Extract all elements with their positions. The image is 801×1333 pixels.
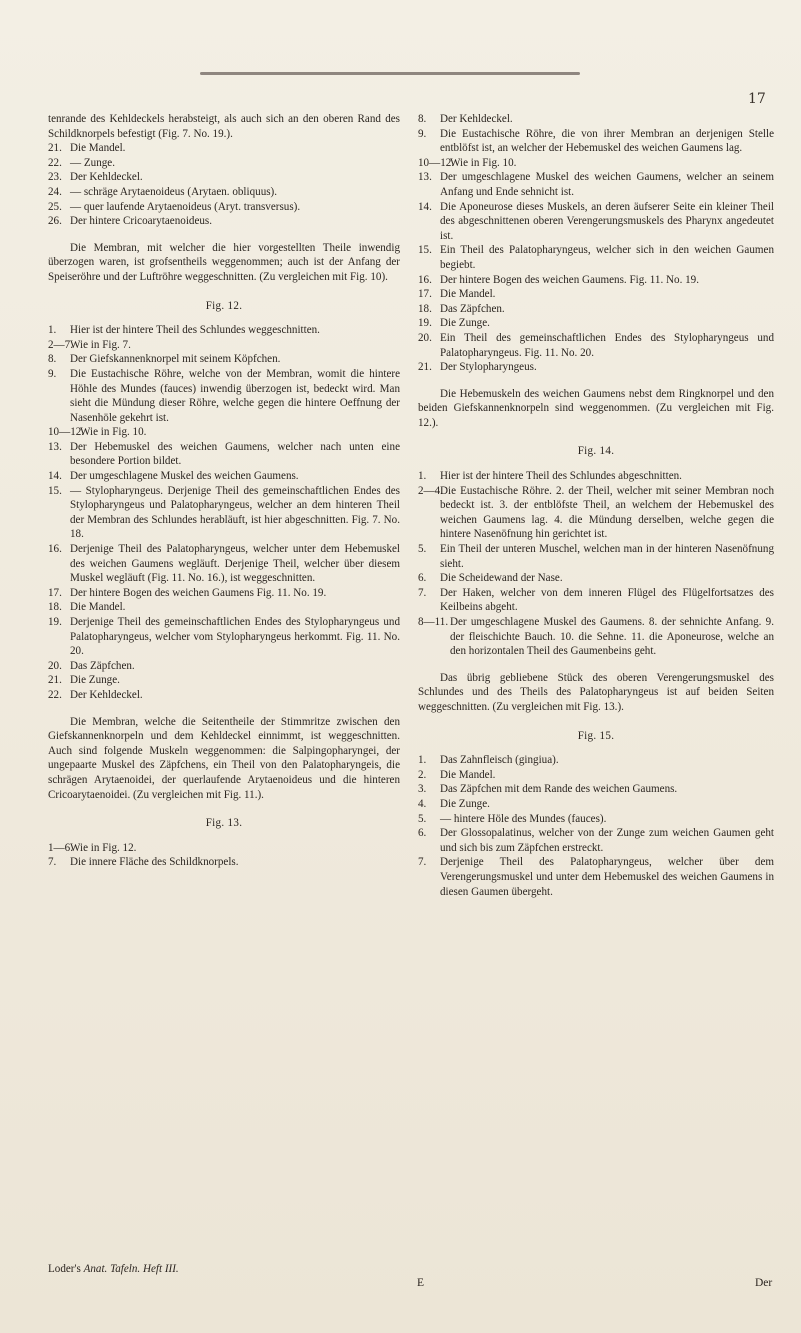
entry-number: 16. <box>418 273 432 286</box>
entry-text: Hier ist der hintere Theil des Schlundes abgeschnitten. <box>440 470 682 483</box>
entry-number: 7. <box>48 856 57 869</box>
entry-text: Ein Theil der unteren Muschel, welchen man in der hinteren Nasenöfnung sieht. <box>440 543 774 570</box>
entry-number: 4. <box>418 797 427 810</box>
numbered-entry <box>48 586 400 601</box>
numbered-entry <box>48 338 400 353</box>
catchword: Der <box>755 1277 773 1289</box>
entry-text: Ein Theil des Palatopharyngeus, welcher sich in den weichen Gaumen begiebt. <box>440 244 774 271</box>
entry-number: 2—4. <box>418 484 443 497</box>
entry-number: 6. <box>418 572 427 585</box>
entry-text: Die Mandel. <box>440 288 496 301</box>
entry-number: 18. <box>418 302 432 315</box>
numbered-entry <box>48 367 400 425</box>
entry-text: — quer laufende Arytaenoideus (Aryt. transversus). <box>70 200 301 213</box>
entry-text: Wie in Fig. 10. <box>450 156 517 169</box>
entry-number: 15. <box>48 484 62 497</box>
numbered-entry <box>418 768 774 783</box>
numbered-entry <box>418 302 774 317</box>
entry-text: Die Zunge. <box>440 797 490 810</box>
numbered-entry <box>418 127 774 156</box>
entry-text: Die Mandel. <box>70 601 126 614</box>
entry-number: 9. <box>48 367 57 380</box>
numbered-entry <box>418 360 774 375</box>
entry-number: 22. <box>48 688 62 701</box>
entry-text: Der umgeschlagene Muskel des weichen Gaumens. <box>70 470 299 483</box>
numbered-entry <box>48 440 400 469</box>
entry-text: Das Zahnfleisch (gingiua). <box>440 754 559 767</box>
signature-mark: E <box>417 1277 425 1289</box>
entry-number: 7. <box>418 586 427 599</box>
entry-text: Das Zäpfchen. <box>440 302 505 315</box>
entry-number: 20. <box>48 659 62 672</box>
entry-text: Wie in Fig. 7. <box>70 338 131 351</box>
numbered-entry <box>418 469 774 484</box>
figure-heading: Fig. 14. <box>577 445 615 458</box>
numbered-entry <box>48 214 400 229</box>
entry-text: Der Kehldeckel. <box>440 113 513 125</box>
numbered-entry <box>418 826 774 855</box>
entry-number: 17. <box>48 586 62 599</box>
entry-text: Die innere Fläche des Schildknorpels. <box>70 856 239 869</box>
numbered-entry <box>418 797 774 812</box>
numbered-entry <box>418 615 774 659</box>
entry-number: 19. <box>418 317 432 330</box>
numbered-entry <box>418 571 774 586</box>
entry-number: 21. <box>48 674 62 687</box>
numbered-entry <box>48 141 400 156</box>
footer-citation <box>48 1263 179 1275</box>
entry-text: — Zunge. <box>70 156 115 169</box>
entry-number: 2—7. <box>48 338 73 351</box>
numbered-entry <box>418 287 774 302</box>
entry-text: Die Scheidewand der Nase. <box>440 572 563 585</box>
numbered-entry <box>48 659 400 674</box>
entry-text: Hier ist der hintere Theil des Schlundes weggeschnitten. <box>70 324 320 337</box>
footer-title: Anat. Tafeln. Heft III. <box>83 1263 179 1275</box>
entry-number: 13. <box>418 171 432 184</box>
entry-text: Der Giefskannenknorpel mit seinem Köpfchen. <box>70 353 281 366</box>
numbered-entry <box>48 615 400 659</box>
numbered-entry <box>48 469 400 484</box>
numbered-entry <box>418 331 774 360</box>
entry-text: Derjenige Theil des gemeinschaftlichen Endes des Stylopharyngeus und Palatopharyngeus, welcher vom Stylopharyngeus herkommt. Fig. 11. No. 20. <box>70 616 400 658</box>
entry-number: 8—11. <box>418 616 449 628</box>
entry-text: Der hintere Bogen des weichen Gaumens. Fig. 11. No. 19. <box>440 273 700 286</box>
entry-number: 7. <box>418 856 427 869</box>
numbered-entry <box>418 484 774 542</box>
figure-heading: Fig. 15. <box>577 729 615 742</box>
numbered-entry <box>48 600 400 615</box>
footer-author: Loder's <box>48 1263 81 1275</box>
numbered-entry <box>48 323 400 338</box>
numbered-entry <box>418 243 774 272</box>
entry-number: 1. <box>418 470 427 483</box>
numbered-entry <box>418 782 774 797</box>
entry-text: Der Kehldeckel. <box>70 688 143 701</box>
entry-text: Das Zäpfchen mit dem Rande des weichen Gaumens. <box>440 783 678 796</box>
numbered-entry <box>418 112 774 127</box>
entry-number: 13. <box>48 440 62 453</box>
left-text-column <box>48 112 400 870</box>
entry-number: 10—12. <box>418 156 455 169</box>
paragraph: Die Membran, mit welcher die hier vorgestellten Theile inwendig überzogen waren, ist grofsentheils weggenommen; auch ist der Anfang der Speiseröhre und der Luftröhre weggeschnitten. (Zu vergleichen mit Fig. 10). <box>48 241 400 283</box>
entry-number: 20. <box>418 331 432 344</box>
numbered-entry <box>48 185 400 200</box>
right-text-column <box>418 112 774 899</box>
entry-text: Die Mandel. <box>440 768 496 781</box>
entry-number: 5. <box>418 543 427 556</box>
entry-text: Der Kehldeckel. <box>70 171 143 184</box>
numbered-entry <box>48 542 400 586</box>
numbered-entry <box>418 316 774 331</box>
entry-number: 8. <box>48 353 57 366</box>
numbered-entry <box>48 352 400 367</box>
continued-text: tenrande des Kehldeckels herabsteigt, als auch sich an den oberen Rand des Schildknorpels befestigt (Fig. 7. No. 19.). <box>48 113 400 140</box>
numbered-entry <box>48 170 400 185</box>
entry-text: Die Eustachische Röhre, welche von der Membran, womit die hintere Höhle des Mundes (fauces) inwendig überzogen ist, bedeckt wird. Man sieht die Mündung dieser Röhre, welche gegen die hintere Oeffnung der Nasenhöle gekehrt ist. <box>70 367 400 424</box>
entry-text: — hintere Höle des Mundes (fauces). <box>440 812 607 825</box>
entry-number: 8. <box>418 113 427 125</box>
entry-text: Der umgeschlagene Muskel des weichen Gaumens, welcher an seinem Anfang und Ende sehnicht ist. <box>440 171 774 198</box>
numbered-entry <box>48 673 400 688</box>
entry-number: 21. <box>418 361 432 374</box>
entry-text: Der hintere Bogen des weichen Gaumens Fig. 11. No. 19. <box>70 586 327 599</box>
numbered-entry <box>48 200 400 215</box>
entry-text: Das Zäpfchen. <box>70 659 135 672</box>
entry-number: 5. <box>418 812 427 825</box>
numbered-entry <box>418 273 774 288</box>
entry-number: 1. <box>48 324 57 337</box>
entry-number: 10—12. <box>48 426 85 439</box>
entry-text: Derjenige Theil des Palatopharyngeus, welcher unter dem Hebemuskel des weichen Gaumens wegläuft. Derjenige Theil, welcher über diesem Muskel wegläuft (Fig. 11. No. 16.), ist weggeschnitten. <box>70 543 400 585</box>
entry-text: — Stylopharyngeus. Derjenige Theil des gemeinschaftlichen Endes des Stylopharyngeus und Palatopharyngeus, welcher an dem hinteren Theil der Membran des Schlundes herabläuft, ist hier abgeschnitten. Fig. 7. No. 18. <box>70 484 400 541</box>
entry-text: Ein Theil des gemeinschaftlichen Endes des Stylopharyngeus und Palatopharyngeus. Fig. 11. No. 20. <box>440 331 774 359</box>
numbered-entry <box>418 170 774 199</box>
page-number: 17 <box>748 91 766 107</box>
numbered-entry <box>48 156 400 171</box>
entry-number: 1. <box>418 754 427 767</box>
entry-text: Die Eustachische Röhre, die von ihrer Membran an derjenigen Stelle entblöfst ist, an welcher der Hebemuskel des weichen Gaumens lag. <box>440 127 774 155</box>
entry-number: 18. <box>48 601 62 614</box>
numbered-entry <box>48 425 400 440</box>
entry-number: 26. <box>48 215 62 228</box>
entry-text: Die Mandel. <box>70 142 126 155</box>
numbered-entry <box>48 855 400 870</box>
entry-number: 24. <box>48 185 62 198</box>
entry-text: Der umgeschlagene Muskel des Gaumens. 8. der sehnichte Anfang. 9. der fleischichte Bauch. 10. die Sehne. 11. die Aponeurose, welche an den horizontalen Theil des Gaumenbeins geht. <box>450 616 774 658</box>
paragraph: Das übrig gebliebene Stück des oberen Verengerungsmuskel des Schlundes und des Theils des Palatopharyngeus ist auf beiden Seiten weggeschnitten. (Zu vergleichen mit Fig. 13.). <box>418 671 774 713</box>
entry-number: 23. <box>48 171 62 184</box>
numbered-entry <box>48 484 400 542</box>
numbered-entry <box>418 156 774 171</box>
entry-text: Wie in Fig. 12. <box>70 841 137 854</box>
entry-text: Der Hebemuskel des weichen Gaumens, welcher nach unten eine besondere Portion bildet. <box>70 440 400 468</box>
entry-number: 14. <box>48 470 62 483</box>
entry-number: 17. <box>418 288 432 301</box>
entry-number: 19. <box>48 616 62 628</box>
figure-heading: Fig. 12. <box>205 299 243 312</box>
paragraph: Die Hebemuskeln des weichen Gaumens nebst dem Ringknorpel und den beiden Giefskannenknorpeln sind weggenommen. (Zu vergleichen mit Fig. 12.). <box>418 387 774 429</box>
entry-text: Der Haken, welcher von dem inneren Flügel des Flügelfortsatzes des Keilbeins abgeht. <box>440 586 774 614</box>
numbered-entry <box>418 812 774 827</box>
numbered-entry <box>48 688 400 703</box>
entry-text: Der hintere Cricoarytaenoideus. <box>70 215 213 228</box>
entry-text: — schräge Arytaenoideus (Arytaen. obliquus). <box>70 185 278 198</box>
paragraph: Die Membran, welche die Seitentheile der Stimmritze zwischen den Giefskannenknorpeln und dem Kehldeckel einnimmt, ist weggeschnitten. Auch sind folgende Muskeln weggenommen: die Salpingopharyngei, der ungepaarte Muskel des Zäpfchens, ein Theil von den Palatopharyngeis, die schrägen Arytaenoidei, der querlaufende Arytaenoideus und die hinteren Cricoarytaenoidei. (Zu vergleichen mit Fig. 11.). <box>48 715 400 801</box>
entry-number: 14. <box>418 200 432 213</box>
entry-number: 9. <box>418 127 427 140</box>
numbered-entry <box>418 855 774 899</box>
numbered-entry <box>418 542 774 571</box>
numbered-entry <box>48 841 400 856</box>
entry-text: Die Aponeurose dieses Muskels, an deren äufserer Seite ein kleiner Theil des abgeschnittenen oberen Verengerungsmuskels des Pharynx angedeutet ist. <box>440 200 774 242</box>
entry-text: Der Stylopharyngeus. <box>440 361 537 374</box>
numbered-entry <box>418 586 774 615</box>
entry-text: Die Zunge. <box>70 674 120 687</box>
entry-text: Die Eustachische Röhre. 2. der Theil, welcher mit seiner Membran noch bedeckt ist. 3. der entblöfste Theil, an welchem der Hebemuskel des weichen Gaumens lag. 4. die Mündung derselben, welche gegen die hintere Nasenöfnung hin gerichtet ist. <box>440 484 774 541</box>
entry-text: Derjenige Theil des Palatopharyngeus, welcher über dem Verengerungsmuskel und unter dem Hebemuskel des weichen Gaumens in diesen Gaumen übergeht. <box>440 856 774 898</box>
entry-number: 21. <box>48 142 62 155</box>
entry-number: 22. <box>48 156 62 169</box>
entry-number: 2. <box>418 768 427 781</box>
numbered-entry <box>418 200 774 244</box>
entry-number: 1—6. <box>48 841 73 854</box>
entry-number: 6. <box>418 827 427 840</box>
figure-heading: Fig. 13. <box>205 817 243 830</box>
entry-number: 25. <box>48 200 62 213</box>
entry-text: Die Zunge. <box>440 317 490 330</box>
entry-number: 16. <box>48 543 62 556</box>
entry-text: Wie in Fig. 10. <box>80 426 147 439</box>
numbered-entry <box>418 753 774 768</box>
entry-text: Der Glossopalatinus, welcher von der Zunge zum weichen Gaumen geht und sich bis zum Zäpfchen erstreckt. <box>440 827 774 854</box>
entry-number: 3. <box>418 783 427 796</box>
entry-number: 15. <box>418 244 432 257</box>
page-edge-stain <box>200 72 580 75</box>
